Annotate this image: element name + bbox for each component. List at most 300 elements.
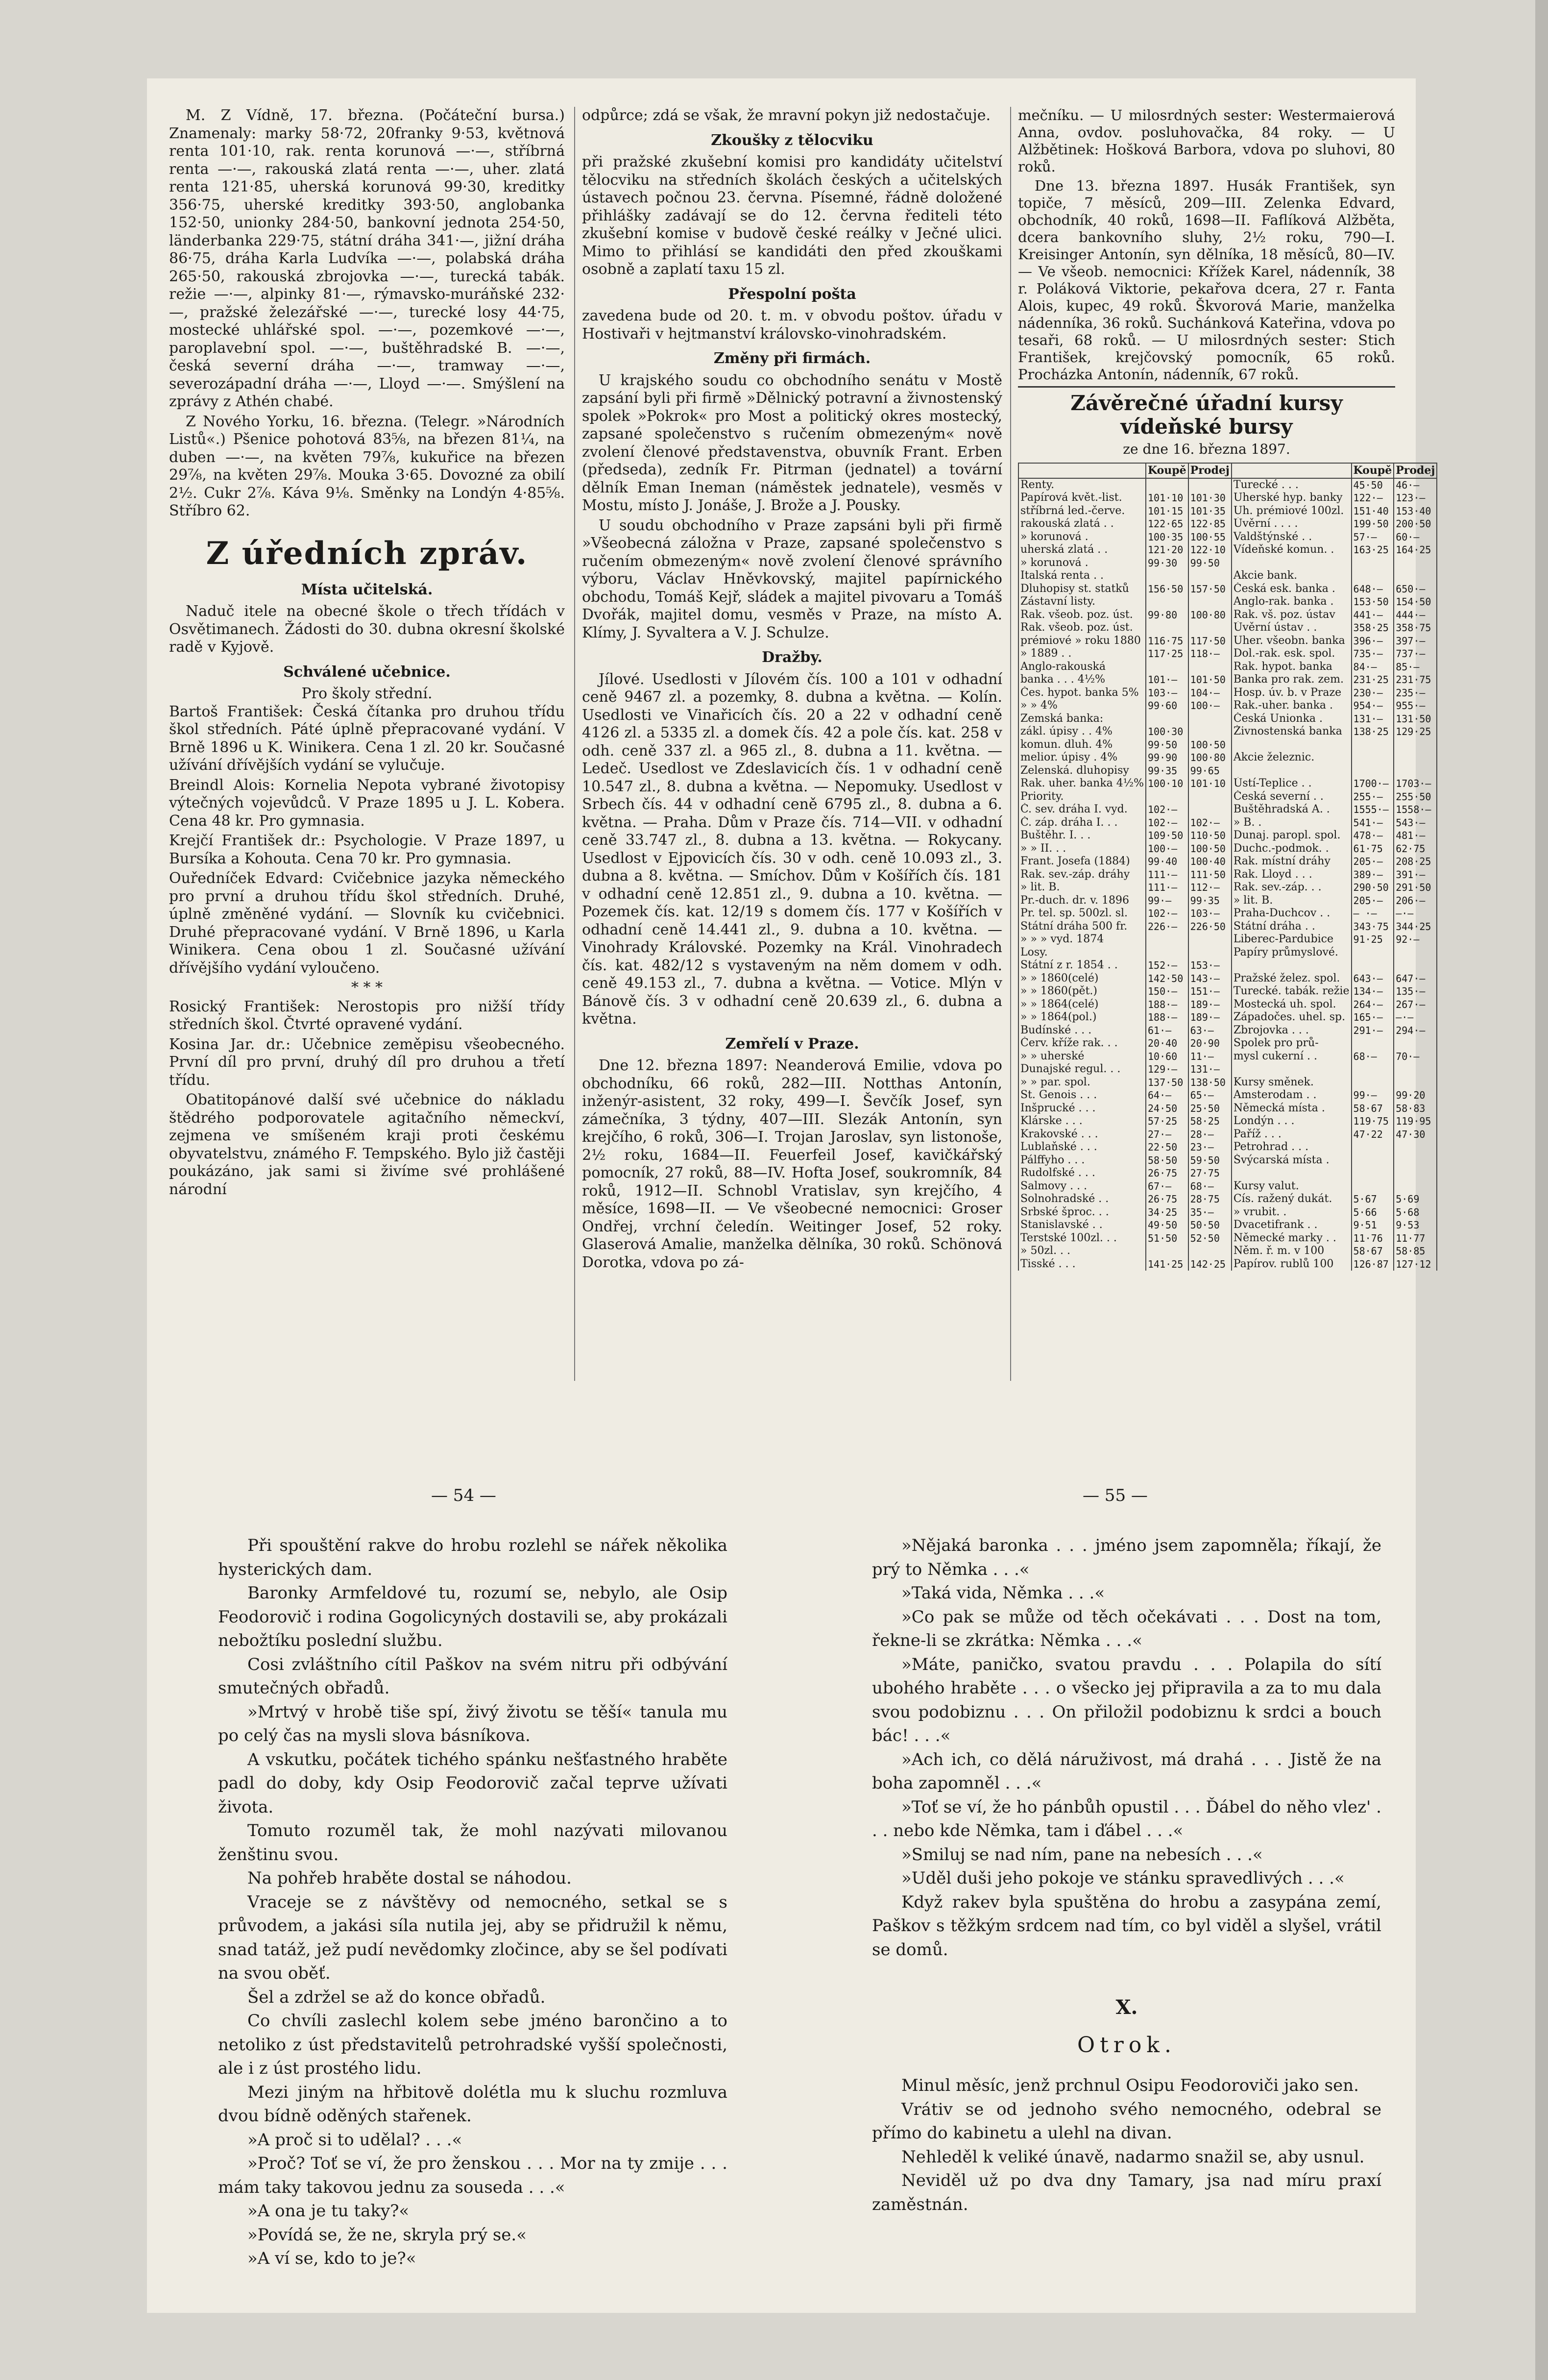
story-paragraph: Vraceje se z návštěvy od nemocného, setkal se s průvodem, a jakási síla nutila jej, aby se přidružil k němu, snad tatáž, jež pudí nevědomky zločince, aby se šel podívati na svou oběť. [218,1892,727,1983]
table-cell: Buštěhradská A. . [1232,803,1352,816]
table-cell: 27·— [1146,1128,1188,1141]
table-cell [1188,595,1232,609]
subheading-textbooks: Schválené učebnice. [283,663,451,681]
table-cell [1352,1076,1394,1089]
table-row [1018,491,1437,505]
table-row [1018,946,1437,959]
table-cell: 99·50 [1146,738,1188,752]
table-cell: 26·75 [1146,1193,1188,1206]
story-paragraph: Při spouštění rakve do hrobu rozlehl se nářek několika hysterických dam. [218,1536,727,1579]
table-cell: » korunová . [1018,557,1146,570]
table-row [1018,543,1437,557]
table-cell: 84·— [1352,661,1394,674]
table-cell [1352,1063,1394,1076]
table-cell: 1700·— [1352,777,1394,790]
table-cell: 99·60 [1146,699,1188,712]
table-cell [1352,751,1394,764]
table-cell: Pálffyho . . . [1018,1154,1146,1167]
story-paragraph: Šel a zdržel se až do konce obřadů. [247,1987,546,2007]
teacher-posts-text: Naduč itele na obecné škole o třech třídách v Osvětimanech. Žádosti do 30. dubna okresní školské radě v Kyjově. [169,603,565,656]
table-cell: Duchc.-podmok. . [1232,842,1352,856]
table-cell: Živnostenská banka [1232,725,1352,738]
table-cell: Rudolfské . . . [1018,1167,1146,1180]
table-cell: Turecké. tabák. režie [1232,985,1352,998]
textbook-entry: Ouředníček Edvard: Cvičebnice jazyka německého pro první a druhou třídu škol středních. Druhé, úplně změněné vydání. — Slovník ku cvičebnici. Druhé přepracované vydání. V Brně 1896, u Karla Winikera. Cena obou 1 zl. Současné užívání dřívějšího vydání vyloučeno. [169,870,565,977]
table-cell: Rak. sev.-záp. . . [1232,881,1352,894]
table-cell: 647·— [1394,972,1437,985]
table-cell: 99·80 [1146,609,1188,622]
table-cell: 291·50 [1394,881,1437,894]
table-cell: Spolek pro prů- [1232,1037,1352,1050]
table-row [1018,569,1437,583]
news-column-right [1018,107,1435,1271]
table-cell: » lit. B. [1018,881,1146,894]
table-header: Koupě [1146,463,1188,478]
table-row [1018,894,1437,908]
table-cell [1188,933,1232,946]
table-row [1018,557,1437,570]
table-cell: Srbské šproc. . . [1018,1206,1146,1219]
table-cell: 65·— [1188,1089,1232,1102]
table-cell [1352,1167,1394,1180]
table-cell: 119·75 [1352,1115,1394,1128]
table-cell: 255·50 [1394,790,1437,804]
table-cell: 153·50 [1352,595,1394,609]
table-cell: 58·50 [1146,1154,1188,1167]
table-cell: 189·— [1188,1011,1232,1024]
table-cell: 61·— [1146,1024,1188,1037]
table-cell: 11·76 [1352,1232,1394,1245]
table-cell: uherská zlatá . . [1018,543,1146,557]
table-cell [1394,1180,1437,1193]
table-cell: Frant. Josefa (1884) [1018,855,1146,868]
table-cell: 157·50 [1188,583,1232,596]
table-cell: 70·— [1394,1050,1437,1063]
table-cell: 28·75 [1188,1193,1232,1206]
story-paragraph: Neviděl už po dva dny Tamary, jsa nad míru praxí zaměstnán. [872,2171,1381,2214]
table-cell: 156·50 [1146,583,1188,596]
table-cell: 47·22 [1352,1128,1394,1141]
table-row [1018,647,1437,661]
table-cell: » » II. . . [1018,842,1146,856]
table-cell [1352,557,1394,570]
table-cell: 64·— [1146,1089,1188,1102]
table-cell: 231·75 [1394,673,1437,687]
table-cell: 46·— [1394,478,1437,492]
table-cell: 255·— [1352,790,1394,804]
table-cell: Salmovy . . . [1018,1180,1146,1193]
table-cell: Kursy valut. [1232,1180,1352,1193]
table-cell: 24·50 [1146,1102,1188,1115]
table-cell: 441·— [1352,609,1394,622]
table-cell: 111·— [1146,868,1188,882]
table-cell: 111·50 [1188,868,1232,882]
table-cell: 101·10 [1188,777,1232,790]
news-column-left [169,107,565,1201]
table-cell: 122·85 [1188,517,1232,531]
table-cell: Dol.-rak. esk. spol. [1232,647,1352,661]
table-cell: Státní z r. 1854 . . [1018,959,1146,972]
exchange-rates-table [1018,463,1437,1271]
firm-changes-text: U krajského soudu co obchodního senátu v Mostě zapsání byli při firmě »Dělnický potravní a živnostenský spolek »Pokrok« pro Most a politický okres mostecký, zapsané společenstvo s ručením obmezeným« nově zvolení členové představenstva, obuvník Frant. Erben (předseda), zedník Fr. Pitrman (jednatel) a tovární dělník Eman Ineman (náměstek jednatele), vesměs v Mostu, místo J. Jonáše, J. Brože a J. Pousky. [582,371,1002,514]
table-row [1018,881,1437,894]
table-cell: 99·— [1146,894,1188,908]
section-heading: Z úředních zpráv. [206,535,528,572]
table-cell: 101·30 [1188,491,1232,505]
table-row [1018,478,1437,492]
table-cell [1232,959,1352,972]
table-cell: 100·— [1188,699,1232,712]
story-paragraph: »A proč si to udělal? . . .« [247,2130,462,2150]
table-row [1018,959,1437,972]
table-cell: Německé marky . . [1232,1232,1352,1245]
table-cell: 344·25 [1394,920,1437,933]
table-cell: Amsterodam . . [1232,1089,1352,1102]
table-cell: Stanislavské . . [1018,1219,1146,1232]
table-cell: 11·77 [1394,1232,1437,1245]
table-cell: Česká severní . . [1232,790,1352,804]
subheading-gym-exams: Zkoušky z tělocviku [711,131,873,149]
table-cell: 235·— [1394,687,1437,700]
table-cell [1394,751,1437,764]
table-cell: Papírov. rublů 100 [1232,1258,1352,1271]
story-paragraph: A vskutku, počátek tichého spánku nešťastného hraběte padl do doby, kdy Osip Feodorovič začal teprve užívati života. [218,1749,727,1817]
table-row [1018,531,1437,544]
table-cell: 129·25 [1394,725,1437,738]
table-cell: Rak. všeob. poz. úst. [1018,609,1146,622]
table-cell: Dunajské regul. . . [1018,1063,1146,1076]
table-row [1018,609,1437,622]
table-row [1018,1154,1437,1167]
table-cell [1146,661,1188,674]
table-row [1018,1258,1437,1271]
table-cell: 26·75 [1146,1167,1188,1180]
table-cell: Paříž . . . [1232,1128,1352,1141]
story-paragraph: »A ví se, kdo to je?« [247,2249,416,2268]
table-cell: Rak. uher. banka 4½% [1018,777,1146,790]
table-cell [1188,803,1232,816]
news-text: odpůrce; zdá se však, že mravní pokyn již nedostačuje. [582,107,991,124]
story-paragraph: »Povídá se, že ne, skryla prý se.« [247,2225,527,2245]
table-cell: 648·— [1352,583,1394,596]
table-cell: 102·— [1188,816,1232,830]
table-cell: banka . . . 4½% [1018,673,1146,687]
story-paragraph: »Co pak se může od těch očekávati . . . Dost na tom, řekne-li se zkrátka: Němka . . .« [872,1607,1381,1650]
table-cell: » » 1860(pět.) [1018,985,1146,998]
table-row [1018,855,1437,868]
table-cell: 135·— [1394,985,1437,998]
table-cell: Zelenská. dluhopisy [1018,764,1146,778]
table-cell: 51·50 [1146,1232,1188,1245]
story-page-right [872,1534,1381,2216]
table-cell: zákl. úpisy . . 4% [1018,725,1146,738]
table-cell [1394,764,1437,778]
table-cell [1394,959,1437,972]
table-row [1018,738,1437,752]
table-cell [1352,946,1394,959]
table-cell: Česká esk. banka . [1232,583,1352,596]
table-header: Prodej [1188,463,1232,478]
table-cell: 91·25 [1352,933,1394,946]
table-cell: » B. . [1232,816,1352,830]
table-cell: 131·— [1352,712,1394,726]
table-cell: 205·— [1352,855,1394,868]
table-cell [1146,621,1188,635]
table-cell: 20·40 [1146,1037,1188,1050]
table-row [1018,725,1437,738]
table-cell: » 50zl. . . [1018,1245,1146,1258]
table-cell: 230·— [1352,687,1394,700]
table-cell: Západočes. uhel. sp. [1232,1011,1352,1024]
table-cell: Rak. vš. poz. ústav [1232,609,1352,622]
table-cell: Valdštýnské . . [1232,531,1352,544]
table-cell: Uherské hyp. banky [1232,491,1352,505]
table-cell: Londýn . . . [1232,1115,1352,1128]
table-cell: Rak. místní dráhy [1232,855,1352,868]
table-cell: » » par. spol. [1018,1076,1146,1089]
table-row [1018,1128,1437,1141]
table-cell [1146,712,1188,726]
table-row [1018,1167,1437,1180]
table-header: Prodej [1394,463,1437,478]
deaths-continued: mečníku. — U milosrdných sester: Westermaierová Anna, ovdov. posluhovačka, 84 roky. — U Alžbětinek: Hošková Barbora, vdova po sluhovi, 80 roků. [1018,107,1395,175]
table-cell: 444·— [1394,609,1437,622]
table-cell: » » 1860(celé) [1018,972,1146,985]
table-cell: 267·— [1394,998,1437,1011]
table-cell: 102·— [1146,816,1188,830]
table-cell: Uh. prémiové 100zl. [1232,505,1352,518]
auctions-text: Jílové. Usedlosti v Jílovém čís. 100 a 101 v odhadní ceně 9467 zl. a pozemky, 8. dubna a května. — Kolín. Usedlosti ve Vinařicích čís. 20 a 22 v odhadní ceně 4126 zl. a 5335 zl. a domek čís. 42 a pole čís. kat. 258 v odh. ceně 337 zl. a 965 zl., 8. dubna a 11. května. — Ledeč. Usedlost ve Zdeslavicích čís. 1 v odhadní ceně 10.547 zl., 8. dubna a května. — Nepomuky. Usedlost v Srbech čís. 44 v odhadní ceně 6795 zl., 8. dubna a 6. května. — Praha. Dům v Praze čís. 714—VII. v odhadní ceně 33.747 zl., 8. dubna a 13. května. — Rokycany. Usedlost v Ejpovicích čís. 30 v odh. ceně 10.093 zl., 3. dubna a 8. května. — Smíchov. Dům v Košířích čís. 181 v odhadní ceně 12.851 zl., 9. dubna a 10. května. — Pozemek čís. kat. 12/19 s domem čís. 177 v Košířích v odhadní ceně 14.441 zl., 9. dubna a 10. května. — Vinohrady Královské. Pozemky na Král. Vinohradech čís. kat. 482/12 s vystaveným na něm domem v odh. ceně 49.153 zl., 7. dubna a května. — Votice. Mlýn v Bánově čís. 3 v odhadní ceně 20.639 zl., 6. dubna a května. [582,670,1002,1028]
table-cell: 9·51 [1352,1219,1394,1232]
table-cell [1352,764,1394,778]
story-paragraph: Co chvíli zaslechl kolem sebe jméno barončino a to netoliko z úst představitelů petrohradské vyšší společnosti, ale i z úst prostého lidu. [218,2011,727,2078]
table-cell: Ústí-Teplice . . [1232,777,1352,790]
table-row [1018,1063,1437,1076]
table-cell [1232,764,1352,778]
table-cell: 101·35 [1188,505,1232,518]
table-cell: » korunová . [1018,531,1146,544]
table-cell: 52·50 [1188,1232,1232,1245]
table-cell: Klárske . . . [1018,1115,1146,1128]
table-row [1018,920,1437,933]
table-cell: 22·50 [1146,1141,1188,1154]
table-cell: 137·50 [1146,1076,1188,1089]
table-cell: » 1889 . . [1018,647,1146,661]
story-paragraph: »Toť se ví, že ho pánbůh opustil . . . Ďábel do něho vlez' . . . nebo kde Němka, tam i ďábel . . .« [872,1797,1381,1840]
table-cell: Červ. kříže rak. . . [1018,1037,1146,1050]
table-cell: 101·50 [1188,673,1232,687]
table-cell: 127·12 [1394,1258,1437,1271]
table-cell [1232,1063,1352,1076]
table-cell: Pr.-duch. dr. v. 1896 [1018,894,1146,908]
table-cell: stříbrná led.-červe. [1018,505,1146,518]
table-cell: 100·— [1146,842,1188,856]
story-paragraph: »Uděl duši jeho pokoje ve stánku spravedlivých . . .« [901,1868,1345,1888]
table-cell: 122·65 [1146,517,1188,531]
table-cell: 199·50 [1352,517,1394,531]
story-paragraph: »Mrtvý v hrobě tiše spí, živý životu se těší« tanula mu po celý čas na mysli slova básníkova. [218,1702,727,1745]
table-cell: Papíry průmyslové. [1232,946,1352,959]
table-cell: 5·68 [1394,1206,1437,1219]
story-paragraph: Když rakev byla spuštěna do hrobu a zasypána zemí, Paškov s těžkým srdcem nad tím, co byl viděl a slyšel, vrátil se domů. [872,1892,1381,1960]
subheading-secondary: Pro školy střední. [301,685,433,702]
page-number-left: — 54 — [431,1486,496,1505]
table-cell: 109·50 [1146,829,1188,842]
table-cell: 205·— [1352,894,1394,908]
table-row [1018,907,1437,920]
table-cell: 735·— [1352,647,1394,661]
table-row [1018,1076,1437,1089]
table-cell: 153·— [1188,959,1232,972]
deaths-march-13: Dne 13. března 1897. Husák František, syn topiče, 7 měsíců, 209—III. Zelenka Edvard, obchodník, 40 roků, 1698—II. Faflíková Alžběta, dcera bankovního sluhy, 2½ roku, 790—I. Kreisinger Antonín, syn dělníka, 18 měsíců, 80—IV. — Ve všeob. nemocnici: Křížek Karel, nádenník, 38 r. Poláková Viktorie, pekařova dcera, 27 r. Fanta Alois, kupec, 49 roků. Škvorová Marie, manželka nádenníka, 36 roků. Suchánková Kateřina, vdova po tesaři, 68 roků. — U milosrdných sester: Stich František, krejčovský pomocník, 65 roků. Procházka Antonín, nádenník, 67 roků. [1018,177,1395,383]
table-cell: Kursy směnek. [1232,1076,1352,1089]
table-cell: 541·— [1352,816,1394,830]
table-cell: Čes. hypot. banka 5% [1018,687,1146,700]
story-paragraph: »Nějaká baronka . . . jméno jsem zapomněla; říkají, že prý to Němka . . .« [872,1536,1381,1579]
table-cell: 100·40 [1188,855,1232,868]
table-cell: 67·— [1146,1180,1188,1193]
table-cell: 122·10 [1188,543,1232,557]
table-header: Koupě [1352,463,1394,478]
table-cell: 5·67 [1352,1193,1394,1206]
table-row [1018,1219,1437,1232]
textbook-entry: Rosický František: Nerostopis pro nižší třídy středních škol. Čtvrté opravené vydání. [169,998,565,1033]
table-cell: Inšprucké . . . [1018,1102,1146,1115]
table-row [1018,1193,1437,1206]
table-cell: 99·90 [1146,751,1188,764]
deaths-text: Dne 12. března 1897: Neanderová Emilie, vdova po obchodníku, 66 roků, 282—III. Notthas Antonín, inženýr-asistent, 32 roky, 499—I. Ševčík Josef, syn zámečníka, 3 týdny, 407—III. Slezák Antonín, syn krejčího, 6 roků, 306—I. Trojan Jaroslav, syn listonoše, 2½ roku, 1684—II. Feuerfeil Josef, kavičkářský pomocník, 27 roků, 88—IV. Hofta Josef, soukromník, 84 roků, 1912—II. Schnobl Vratislav, syn krejčího, 4 měsíce, 1698—II. — Ve všeobecné nemocnici: Groser Ondřej, vrchní čeledín. Weitinger Josef, 52 roky. Glaserová Amalie, manželka dělníka, 30 roků. Schönová Dorotka, vdova po zá- [582,1057,1002,1271]
table-cell: Česká Unionka . [1232,712,1352,726]
table-cell [1394,557,1437,570]
table-row [1018,517,1437,531]
table-cell: Státní dráha 500 fr. [1018,920,1146,933]
table-cell [1352,1037,1394,1050]
table-cell: 163·25 [1352,543,1394,557]
table-cell: 396·— [1352,635,1394,648]
subheading-deaths: Zemřelí v Praze. [725,1035,859,1053]
separator-stars: * * * [351,979,383,996]
table-cell: Dvacetifrank . . [1232,1219,1352,1232]
table-cell: Státní dráha . . [1232,920,1352,933]
table-cell [1352,569,1394,583]
table-cell [1188,946,1232,959]
table-cell: Uher. všeobn. banka [1232,635,1352,648]
table-cell: 1555·— [1352,803,1394,816]
table-row [1018,661,1437,674]
table-cell: 112·— [1188,881,1232,894]
table-cell: 650·— [1394,583,1437,596]
table-cell: 206·— [1394,894,1437,908]
table-cell: rakouská zlatá . . [1018,517,1146,531]
table-cell [1394,1076,1437,1089]
table-cell: Rak.-uher. banka . [1232,699,1352,712]
table-cell: Banka pro rak. zem. [1232,673,1352,687]
table-cell [1394,738,1437,752]
table-cell: Dluhopisy st. statků [1018,583,1146,596]
table-cell [1394,1167,1437,1180]
story-paragraph: »Proč? Toť se ví, že pro ženskou . . . Mor na ty zmije . . . mám taky takovou jednu za souseda . . .« [218,2154,727,2197]
table-cell: 142·50 [1146,972,1188,985]
table-cell: 152·— [1146,959,1188,972]
story-paragraph: Minul měsíc, jenž prchnul Osipu Feodoroviči jako sen. [901,2076,1359,2095]
table-cell: 138·25 [1352,725,1394,738]
table-row [1018,583,1437,596]
table-cell: 58·83 [1394,1102,1437,1115]
table-cell: Budínské . . . [1018,1024,1146,1037]
textbook-entry: Kosina Jar. dr.: Učebnice zeměpisu všeobecného. První díl pro první, druhý díl pro druhou a třetí třídu. [169,1035,565,1089]
table-cell: 543·— [1394,816,1437,830]
page-number-right: — 55 — [1083,1486,1148,1505]
table-cell: 391·— [1394,868,1437,882]
table-cell: 154·50 [1394,595,1437,609]
table-cell: 131·50 [1394,712,1437,726]
table-cell [1352,959,1394,972]
table-cell: Losy. [1018,946,1146,959]
textbook-entry: Krejčí František dr.: Psychologie. V Praze 1897, u Bursíka a Kohouta. Cena 70 kr. Pro gymnasia. [169,832,565,867]
table-cell: Zemská banka: [1018,712,1146,726]
table-cell: Rak. hypot. banka [1232,661,1352,674]
table-cell: 150·— [1146,985,1188,998]
table-cell: 118·— [1188,647,1232,661]
table-cell: 20·90 [1188,1037,1232,1050]
table-cell: 100·30 [1146,725,1188,738]
table-cell: Papírová květ.-list. [1018,491,1146,505]
table-cell: 226·50 [1188,920,1232,933]
table-cell: Petrohrad . . . [1232,1141,1352,1154]
table-cell: Č. záp. dráha I. . . [1018,816,1146,830]
table-cell: 226·— [1146,920,1188,933]
table-row [1018,1011,1437,1024]
table-cell: 5·69 [1394,1193,1437,1206]
table-row [1018,1089,1437,1102]
table-cell: 1558·— [1394,803,1437,816]
story-paragraph: Tomuto rozuměl tak, že mohl nazývati milovanou ženštinu svou. [218,1821,727,1865]
table-cell: Zbrojovka . . . [1232,1024,1352,1037]
table-cell: 102·— [1146,803,1188,816]
table-cell: 117·25 [1146,647,1188,661]
table-cell [1146,933,1188,946]
table-cell: Cís. ražený dukát. [1232,1193,1352,1206]
table-cell: 61·75 [1352,842,1394,856]
table-cell: —·— [1394,907,1437,920]
table-cell: 100·55 [1188,531,1232,544]
table-cell: 25·50 [1188,1102,1232,1115]
table-cell: Rak. Lloyd . . . [1232,868,1352,882]
table-cell: 59·50 [1188,1154,1232,1167]
table-cell: 117·50 [1188,635,1232,648]
table-cell: 99·40 [1146,855,1188,868]
table-cell: Vídeňské komun. . [1232,543,1352,557]
table-cell: 63·— [1188,1024,1232,1037]
table-row [1018,635,1437,648]
table-cell: Priority. [1018,790,1146,804]
table-cell: 389·— [1352,868,1394,882]
firm-changes-text: U soudu obchodního v Praze zapsáni byli při firmě »Všeobecná záložna v Praze, zapsané společenstvo s ručením obmezeným« nově zvolení členové správního výboru, Václav Hněvkovský, majitel papírnického obchodu, Tomáš Kejř, sládek a majitel pivovaru a Tomáš Dvořák, majitel domu, vesměs v Praze, na místo A. Klímy, J. Syvaltera a V. J. Schulze. [582,516,1002,641]
table-cell: Hosp. úv. b. v Praze [1232,687,1352,700]
table-cell: —·— [1394,1011,1437,1024]
vienna-bourse-report: M. Z Vídně, 17. března. (Počáteční bursa.) Znamenaly: marky 58·72, 20franky 9·53, květnová renta 101·10, rak. renta korunová —·—, stříbrná renta —·—, rakouská zlatá renta —·—, uher. zlatá renta 121·85, uherská korunová 99·30, kreditky 356·75, uherské kreditky 393·50, anglobanka 152·50, unionky 284·50, bankovní jednota 254·50, länderbanka 229·75, státní dráha 341·—, jižní dráha 86·75, dráha Karla Ludvíka —·—, polabská dráha 265·50, rakouská zbrojovka —·—, turecká tabák. režie —·—, alpinky 81·—, rýmavsko-muráňské 232·—, pražské železářské —·—, turecké losy 44·75, mostecké uhlářské spol. —·—, pozemkové —·—, paroplavební spol. —·—, buštěhradské B. —·—, česká severní dráha —·—, tramway —·—, severozápadní dráha —·—, Lloyd —·—. Smýšlení na zprávy z Athén chabé. [169,107,565,410]
table-cell: 481·— [1394,829,1437,842]
table-cell: 50·50 [1188,1219,1232,1232]
table-cell: 478·— [1352,829,1394,842]
table-cell: Renty. [1018,478,1146,492]
story-paragraph: »Máte, paničko, svatou pravdu . . . Polapila do sítí ubohého hraběte . . . o všecko jej připravila a za to mu dala svou podobiznu . . . On přiložil podobiznu k srdci a bouch bác! . . .« [872,1654,1381,1745]
table-cell: 99·65 [1188,764,1232,778]
table-cell [1352,1180,1394,1193]
table-cell: 45·50 [1352,478,1394,492]
table-cell [1188,621,1232,635]
table-row [1018,595,1437,609]
